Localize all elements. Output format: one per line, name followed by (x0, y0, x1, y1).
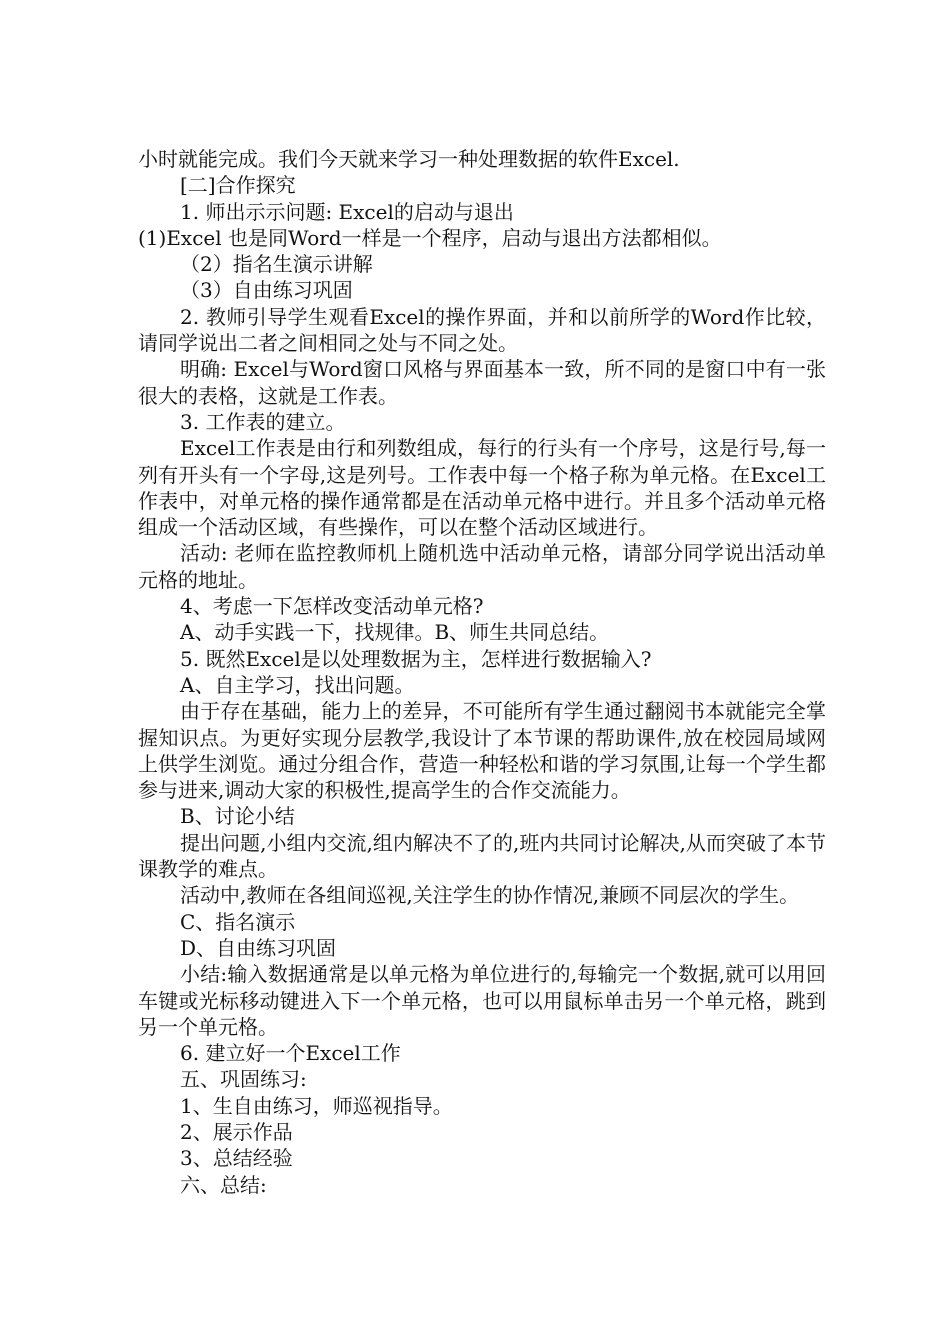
paragraph-item-2: 2. 教师引导学生观看Excel的操作界面，并和以前所学的Word作比较，请同学说出二者之间相同之处与不同之处。 (138, 304, 826, 356)
paragraph-activity-2: 活动中,教师在各组间巡视,关注学生的协作情况,兼顾不同层次的学生。 (180, 883, 800, 908)
paragraph-item-4: 4、考虑一下怎样改变活动单元格? (180, 594, 484, 619)
paragraph-item-3: 3. 工作表的建立。 (180, 409, 346, 434)
paragraph-item-1-sub-1: (1)Excel 也是同Word一样是一个程序，启动与退出方法都相似。 (138, 225, 722, 250)
section-heading-practice: 五、巩固练习: (180, 1067, 307, 1092)
paragraph-step-c: C、指名演示 (180, 909, 296, 934)
paragraph-group-discussion: 提出问题,小组内交流,组内解决不了的,班内共同讨论解决,从而突破了本节课教学的难点。 (138, 830, 826, 882)
paragraph-practice-2: 2、展示作品 (180, 1119, 293, 1144)
section-heading-summary: 六、总结: (180, 1172, 267, 1197)
section-heading-cooperative-inquiry: [二]合作探究 (180, 173, 296, 198)
paragraph-item-5-step-a: A、自主学习，找出问题。 (180, 672, 415, 697)
paragraph-item-4-steps: A、动手实践一下，找规律。B、师生共同总结。 (180, 620, 610, 645)
paragraph-practice-3: 3、总结经验 (180, 1146, 293, 1171)
paragraph-differentiated-teaching: 由于存在基础，能力上的差异，不可能所有学生通过翻阅书本就能完全掌握知识点。为更好实现分层教学,我设计了本节课的帮助课件,放在校园局域网上供学生浏览。通过分组合作，营造一种轻松和谐的学习氛围,让每一个学生都参与进来,调动大家的积极性,提高学生的合作交流能力。 (138, 699, 826, 803)
paragraph-item-6: 6. 建立好一个Excel工作 (180, 1041, 401, 1066)
paragraph-step-b: B、讨论小结 (180, 804, 295, 829)
paragraph-clarification: 明确: Excel与Word窗口风格与界面基本一致，所不同的是窗口中有一张很大的表格，这就是工作表。 (138, 357, 826, 408)
paragraph-item-1-sub-3: （3）自由练习巩固 (180, 278, 353, 303)
paragraph-worksheet-description: Excel工作表是由行和列数组成，每行的行头有一个序号，这是行号,每一列有开头有一个字母,这是列号。工作表中每一个格子称为单元格。在Excel工作表中，对单元格的操作通常都是在活动单元格中进行。并且多个活动单元格组成一个活动区域，有些操作，可以在整个活动区域进行。 (138, 436, 826, 540)
paragraph-activity-1: 活动: 老师在监控教师机上随机选中活动单元格，请部分同学说出活动单元格的地址。 (138, 541, 826, 592)
paragraph-item-1-sub-2: （2）指名生演示讲解 (180, 252, 373, 277)
paragraph-intro-continuation: 小时就能完成。我们今天就来学习一种处理数据的软件Excel. (138, 147, 680, 171)
paragraph-item-5: 5. 既然Excel是以处理数据为主，怎样进行数据输入? (180, 646, 652, 671)
paragraph-summary-data-entry: 小结:输入数据通常是以单元格为单位进行的,每输完一个数据,就可以用回车键或光标移动键进入下一个单元格，也可以用鼠标单击另一个单元格，跳到另一个单元格。 (138, 962, 826, 1039)
paragraph-step-d: D、自由练习巩固 (180, 935, 337, 960)
paragraph-practice-1: 1、生自由练习，师巡视指导。 (180, 1093, 453, 1118)
document-page (138, 146, 826, 1198)
paragraph-item-1: 1. 师出示示问题: Excel的启动与退出 (180, 199, 514, 224)
